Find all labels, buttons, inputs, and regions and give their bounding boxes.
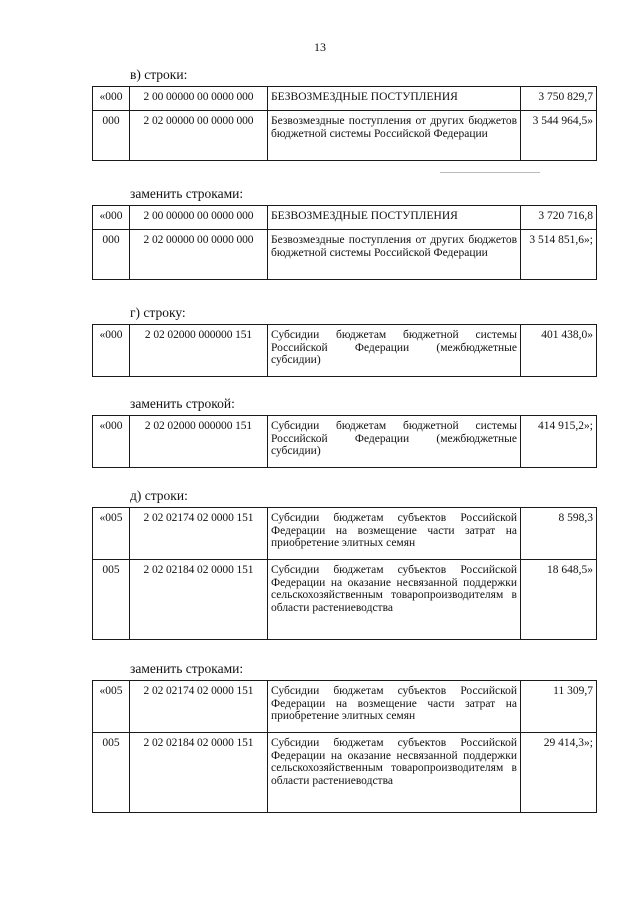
row-code: 2 02 02000 000000 151 <box>130 416 268 468</box>
row-prefix: «000 <box>93 87 130 111</box>
row-value: 29 414,3»; <box>521 733 597 813</box>
row-value: 18 648,5» <box>521 560 597 640</box>
row-prefix: «000 <box>93 416 130 468</box>
table-row <box>93 681 597 733</box>
row-code: 2 02 02174 02 0000 151 <box>130 508 268 560</box>
table-row <box>93 87 597 111</box>
section-label: в) строки: <box>130 67 188 82</box>
row-value: 8 598,3 <box>521 508 597 560</box>
row-value: 401 438,0» <box>521 325 597 377</box>
section-label: заменить строкой: <box>130 396 235 411</box>
section-table <box>92 86 597 161</box>
table-row <box>93 560 597 640</box>
row-name: Безвозмездные поступления от других бюджетов бюджетной системы Российской Федерации <box>268 111 521 161</box>
section-table <box>92 415 597 468</box>
section-label: д) строки: <box>130 488 188 503</box>
row-code: 2 02 02184 02 0000 151 <box>130 733 268 813</box>
row-prefix: «000 <box>93 206 130 230</box>
row-name: Субсидии бюджетам субъектов Российской Федерации на возмещение части затрат на приобретение элитных семян <box>268 681 521 733</box>
row-code: 2 02 02000 000000 151 <box>130 325 268 377</box>
row-code: 2 02 02174 02 0000 151 <box>130 681 268 733</box>
row-prefix: «000 <box>93 325 130 377</box>
row-name: Субсидии бюджетам субъектов Российской Федерации на оказание несвязанной поддержки сельскохозяйственным товаропроизводителям в области растениеводства <box>268 560 521 640</box>
table-row <box>93 733 597 813</box>
row-code: 2 00 00000 00 0000 000 <box>130 206 268 230</box>
row-code: 2 02 02184 02 0000 151 <box>130 560 268 640</box>
table-row <box>93 206 597 230</box>
section-table <box>92 205 597 280</box>
section-label: заменить строками: <box>130 661 244 676</box>
row-value: 11 309,7 <box>521 681 597 733</box>
table-row <box>93 416 597 468</box>
table-row <box>93 230 597 280</box>
page-number: 13 <box>314 40 326 54</box>
row-name: БЕЗВОЗМЕЗДНЫЕ ПОСТУПЛЕНИЯ <box>268 87 521 111</box>
row-value: 3 720 716,8 <box>521 206 597 230</box>
row-prefix: 000 <box>93 111 130 161</box>
row-prefix: «005 <box>93 508 130 560</box>
row-name: БЕЗВОЗМЕЗДНЫЕ ПОСТУПЛЕНИЯ <box>268 206 521 230</box>
row-value: 414 915,2»; <box>521 416 597 468</box>
row-value: 3 514 851,6»; <box>521 230 597 280</box>
table-row <box>93 508 597 560</box>
section-label: г) строку: <box>130 305 186 320</box>
table-row <box>93 111 597 161</box>
row-prefix: 005 <box>93 560 130 640</box>
row-prefix: «005 <box>93 681 130 733</box>
row-code: 2 00 00000 00 0000 000 <box>130 87 268 111</box>
row-value: 3 750 829,7 <box>521 87 597 111</box>
row-name: Субсидии бюджетам бюджетной системы Российской Федерации (межбюджетные субсидии) <box>268 325 521 377</box>
row-code: 2 02 00000 00 0000 000 <box>130 111 268 161</box>
row-name: Субсидии бюджетам бюджетной системы Российской Федерации (межбюджетные субсидии) <box>268 416 521 468</box>
stray-mark <box>440 172 540 173</box>
row-code: 2 02 00000 00 0000 000 <box>130 230 268 280</box>
row-name: Безвозмездные поступления от других бюджетов бюджетной системы Российской Федерации <box>268 230 521 280</box>
row-name: Субсидии бюджетам субъектов Российской Федерации на оказание несвязанной поддержки сельскохозяйственным товаропроизводителям в области растениеводства <box>268 733 521 813</box>
section-table <box>92 507 597 640</box>
row-prefix: 005 <box>93 733 130 813</box>
row-prefix: 000 <box>93 230 130 280</box>
row-name: Субсидии бюджетам субъектов Российской Федерации на возмещение части затрат на приобретение элитных семян <box>268 508 521 560</box>
section-table <box>92 680 597 813</box>
row-value: 3 544 964,5» <box>521 111 597 161</box>
table-row <box>93 325 597 377</box>
section-label: заменить строками: <box>130 186 244 201</box>
section-table <box>92 324 597 377</box>
